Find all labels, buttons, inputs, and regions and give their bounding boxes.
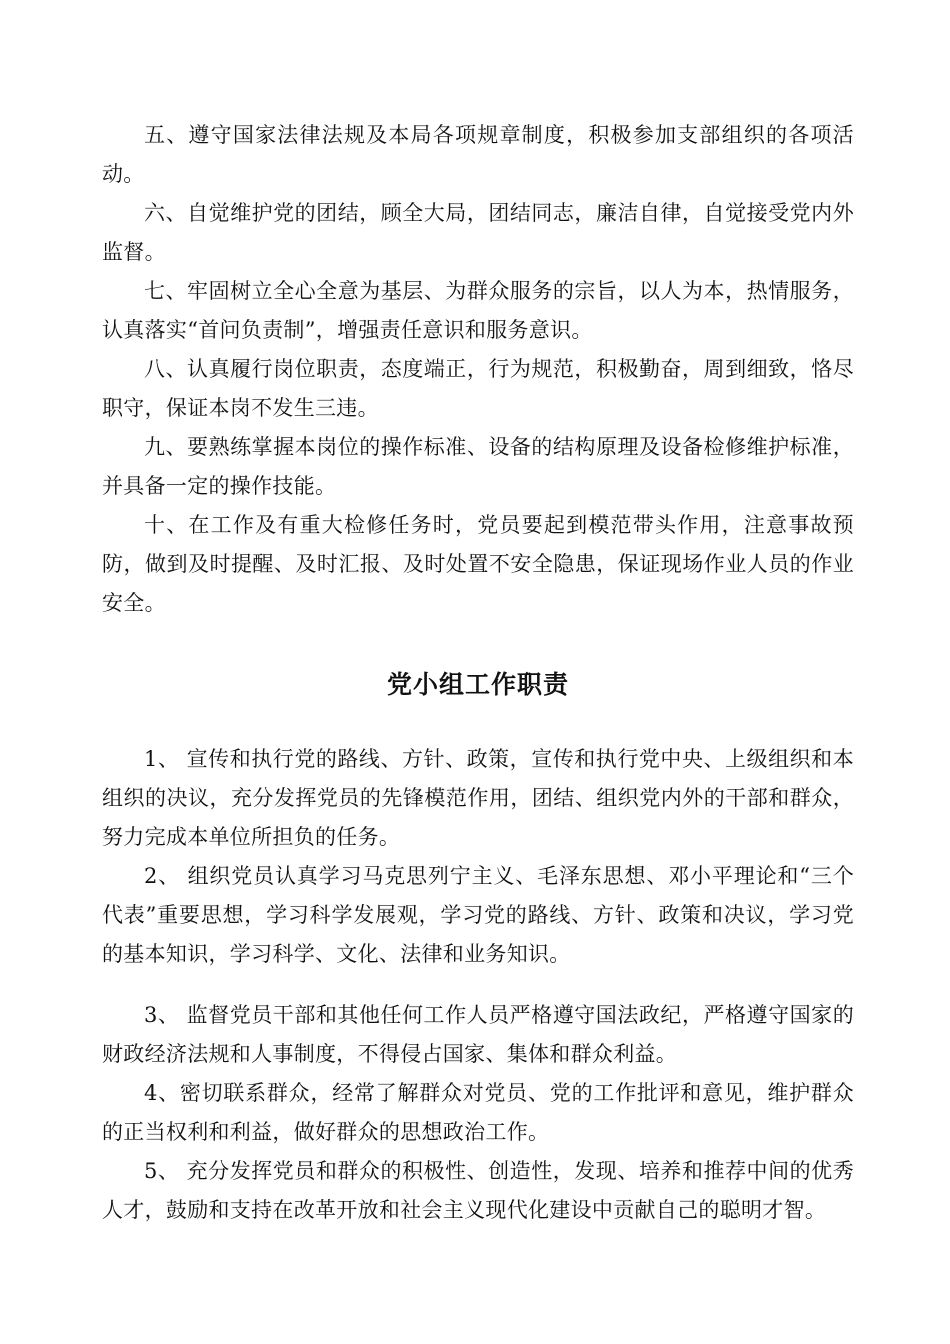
paragraph-gap	[102, 974, 854, 996]
item-5: 五、遵守国家法律法规及本局各项规章制度，积极参加支部组织的各项活动。	[102, 123, 854, 186]
item-9: 九、要熟练掌握本岗位的操作标准、设备的结构原理及设备检修维护标准，并具备一定的操作技能。	[102, 435, 854, 498]
item-6: 六、自觉维护党的团结，顾全大局，团结同志，廉洁自律，自觉接受党内外监督。	[102, 201, 854, 264]
document-page	[102, 116, 854, 1230]
section-title: 党小组工作职责	[386, 670, 569, 699]
duty-5: 5、 充分发挥党员和群众的积极性、创造性，发现、培养和推荐中间的优秀人才，鼓励和支持在改革开放和社会主义现代化建设中贡献自己的聪明才智。	[102, 1159, 854, 1222]
item-7: 七、牢固树立全心全意为基层、为群众服务的宗旨，以人为本，热情服务，认真落实“首问负责制”，增强责任意识和服务意识。	[102, 279, 854, 342]
item-10: 十、在工作及有重大检修任务时，党员要起到模范带头作用，注意事故预防，做到及时提醒、及时汇报、及时处置不安全隐患，保证现场作业人员的作业安全。	[102, 513, 854, 615]
duty-3: 3、 监督党员干部和其他任何工作人员严格遵守国法政纪，严格遵守国家的财政经济法规和人事制度，不得侵占国家、集体和群众利益。	[102, 1003, 854, 1066]
duty-4: 4、密切联系群众，经常了解群众对党员、党的工作批评和意见，维护群众的正当权利和利益，做好群众的思想政治工作。	[102, 1081, 854, 1144]
duty-1: 1、 宣传和执行党的路线、方针、政策，宣传和执行党中央、上级组织和本组织的决议，充分发挥党员的先锋模范作用，团结、组织党内外的干部和群众，努力完成本单位所担负的任务。	[102, 747, 854, 849]
item-8: 八、认真履行岗位职责，态度端正，行为规范，积极勤奋，周到细致，恪尽职守，保证本岗不发生三违。	[102, 357, 854, 420]
duty-2: 2、 组织党员认真学习马克思列宁主义、毛泽东思想、邓小平理论和“三个代表”重要思想，学习科学发展观，学习党的路线、方针、政策和决议，学习党的基本知识，学习科学、文化、法律和业务知识。	[102, 864, 854, 966]
